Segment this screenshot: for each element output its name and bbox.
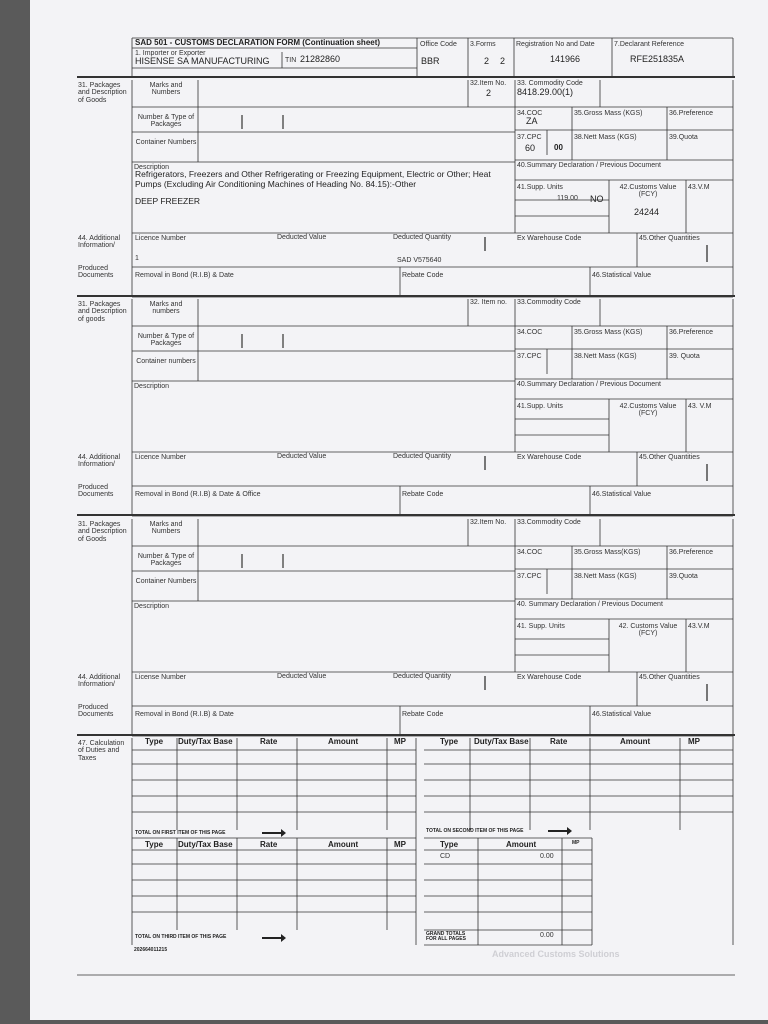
gross-mass-label: 35.Gross Mass (KGS) bbox=[574, 110, 643, 117]
summary-amount-value[interactable]: 0.00 bbox=[540, 853, 554, 860]
number-type-label: Number & Type of Packages bbox=[137, 114, 195, 129]
rebate-code-label: Rebate Code bbox=[402, 272, 444, 279]
marks-label: Marks and Numbers bbox=[149, 521, 183, 536]
item-no-label: 32.Item No. bbox=[470, 519, 507, 526]
produced-documents-label: Produced Documents bbox=[78, 704, 114, 719]
commodity-code-value[interactable]: 8418.29.00(1) bbox=[517, 87, 574, 97]
removal-in-bond-label: Removal in Bond (R.I.B) & Date bbox=[135, 711, 234, 718]
preference-label: 36.Preference bbox=[669, 110, 713, 117]
customs-value-label: 42.Customs Value (FCY) bbox=[619, 184, 677, 199]
duty-type-header-2: Type bbox=[440, 737, 459, 746]
supp-units-label: 41.Supp. Units bbox=[517, 184, 563, 191]
forms-label: 3.Forms bbox=[470, 41, 496, 48]
duty-amount-header-3: Amount bbox=[328, 840, 359, 849]
number-type-label: Number & Type of Packages bbox=[137, 333, 195, 348]
rebate-code-label: Rebate Code bbox=[402, 711, 444, 718]
coc-label: 34.COC bbox=[517, 110, 543, 117]
summary-declaration-label: 40.Summary Declaration / Previous Document bbox=[517, 381, 661, 388]
ex-warehouse-label: Ex Warehouse Code bbox=[517, 674, 582, 681]
deducted-value-label: Deducted Value bbox=[277, 453, 327, 460]
total-first-item-label: TOTAL ON FIRST ITEM OF THIS PAGE bbox=[135, 830, 226, 836]
supp-units-label: 41.Supp. Units bbox=[517, 403, 563, 410]
description-label: Description bbox=[134, 603, 170, 610]
additional-info-label: 44. Additional Information/ bbox=[78, 454, 121, 469]
form-title: SAD 501 - CUSTOMS DECLARATION FORM (Continuation sheet) bbox=[135, 38, 381, 47]
cpc-value-1[interactable]: 60 bbox=[525, 143, 536, 153]
cpc-label: 37.CPC bbox=[517, 134, 542, 141]
summary-declaration-label: 40. Summary Declaration / Previous Document bbox=[517, 601, 663, 608]
rebate-code-label: Rebate Code bbox=[402, 491, 444, 498]
other-quantities-label: 45.Other Quantities bbox=[639, 674, 700, 681]
coc-value[interactable]: ZA bbox=[526, 116, 538, 126]
nett-mass-label: 38.Nett Mass (KGS) bbox=[574, 134, 637, 141]
total-third-item-label: TOTAL ON THIRD ITEM OF THIS PAGE bbox=[135, 934, 227, 940]
duty-base-header-3: Duty/Tax Base bbox=[178, 840, 233, 849]
preference-label: 36.Preference bbox=[669, 329, 713, 336]
packages-label: 31. Packages and Description of Goods bbox=[78, 521, 127, 543]
deducted-value-label: Deducted Value bbox=[277, 673, 327, 680]
container-label: Container Numbers bbox=[135, 578, 197, 585]
gross-mass-label: 35.Gross Mass(KGS) bbox=[574, 549, 641, 556]
removal-in-bond-label: Removal in Bond (R.I.B) & Date bbox=[135, 272, 234, 279]
item-no-label: 32.Item No. bbox=[470, 80, 507, 87]
summary-amount-header: Amount bbox=[506, 840, 537, 849]
description-label: Description bbox=[134, 383, 170, 390]
item-no-value[interactable]: 2 bbox=[486, 88, 492, 98]
deducted-quantity-label: Deducted Quantity bbox=[393, 453, 451, 460]
additional-info-label: 44. Additional Information/ bbox=[78, 235, 121, 250]
declarant-value[interactable]: RFE251835A bbox=[630, 54, 685, 64]
grand-totals-amount[interactable]: 0.00 bbox=[540, 932, 554, 939]
vm-label: 43.V.M bbox=[688, 623, 710, 630]
description-text[interactable]: Refrigerators, Freezers and Other Refrigerating or Freezing Equipment, Electric or Other; Heat Pumps (Excluding Air Conditioning Machines of Heading No. 84.15):-Other bbox=[135, 169, 491, 189]
summary-mp-header: MP bbox=[572, 840, 580, 846]
container-label: Container numbers bbox=[136, 358, 196, 365]
supp-units-unit[interactable]: NO bbox=[590, 194, 604, 204]
statistical-value-label: 46.Statistical Value bbox=[592, 272, 652, 279]
ex-warehouse-label: Ex Warehouse Code bbox=[517, 235, 582, 242]
commodity-code-label: 33. Commodity Code bbox=[517, 80, 583, 87]
customs-value[interactable]: 24244 bbox=[634, 207, 660, 217]
removal-in-bond-label: Removal in Bond (R.I.B) & Date & Office bbox=[135, 491, 261, 498]
grand-totals-label: GRAND TOTALS FOR ALL PAGES bbox=[426, 931, 466, 943]
duties-section-label: 47. Calculation of Duties and Taxes bbox=[78, 740, 125, 762]
cpc-value-2[interactable]: 00 bbox=[554, 143, 563, 152]
cpc-label: 37.CPC bbox=[517, 353, 542, 360]
item-no-label: 32. Item no. bbox=[470, 299, 507, 306]
right-arrow-icon bbox=[262, 832, 282, 834]
right-arrow-icon bbox=[548, 830, 568, 832]
tin-label: TIN bbox=[285, 57, 297, 64]
office-code-label: Office Code bbox=[420, 41, 457, 48]
importer-name[interactable]: HISENSE SA MANUFACTURING bbox=[135, 56, 270, 66]
duty-type-header-3: Type bbox=[145, 840, 164, 849]
statistical-value-label: 46.Statistical Value bbox=[592, 491, 652, 498]
marks-label: Marks and numbers bbox=[149, 301, 183, 316]
duty-base-header: Duty/Tax Base bbox=[178, 737, 233, 746]
nett-mass-label: 38.Nett Mass (KGS) bbox=[574, 573, 637, 580]
supp-units-value[interactable]: 119.00 bbox=[557, 195, 578, 202]
ex-warehouse-label: Ex Warehouse Code bbox=[517, 454, 582, 461]
number-type-label: Number & Type of Packages bbox=[137, 553, 195, 568]
packages-label: 31. Packages and Description of goods bbox=[78, 301, 127, 323]
document-number: 202664011215 bbox=[134, 947, 168, 953]
right-arrow-icon bbox=[262, 937, 282, 939]
quota-label: 39.Quota bbox=[669, 134, 698, 141]
duty-base-header-2: Duty/Tax Base bbox=[474, 737, 529, 746]
quota-label: 39.Quota bbox=[669, 573, 698, 580]
summary-type-header: Type bbox=[440, 840, 459, 849]
vm-label: 43.V.M bbox=[688, 184, 710, 191]
importer-label: 1. Importer or Exporter bbox=[135, 50, 206, 57]
additional-info-label: 44. Additional Information/ bbox=[78, 674, 121, 689]
duty-mp-header-3: MP bbox=[394, 840, 406, 849]
produced-documents-label: Produced Documents bbox=[78, 265, 114, 280]
deducted-quantity-label: Deducted Quantity bbox=[393, 673, 451, 680]
nett-mass-label: 38.Nett Mass (KGS) bbox=[574, 353, 637, 360]
customs-value-label: 42.Customs Value (FCY) bbox=[619, 403, 677, 418]
footer-watermark: Advanced Customs Solutions bbox=[492, 949, 620, 959]
duty-amount-header: Amount bbox=[328, 737, 359, 746]
other-quantities-label: 45.Other Quantities bbox=[639, 454, 700, 461]
gross-mass-label: 35.Gross Mass (KGS) bbox=[574, 329, 643, 336]
office-code-value[interactable]: BBR bbox=[421, 56, 440, 66]
supp-units-label: 41. Supp. Units bbox=[517, 623, 565, 630]
duty-rate-header-2: Rate bbox=[550, 737, 568, 746]
licence-number-label: Licence Number bbox=[135, 235, 186, 242]
coc-label: 34.COC bbox=[517, 549, 543, 556]
preference-label: 36.Preference bbox=[669, 549, 713, 556]
registration-value[interactable]: 141966 bbox=[550, 54, 581, 64]
licence-number-label: License Number bbox=[135, 674, 186, 681]
duty-amount-header-2: Amount bbox=[620, 737, 651, 746]
registration-label: Registration No and Date bbox=[516, 41, 595, 48]
quota-label: 39. Quota bbox=[669, 353, 700, 360]
deducted-quantity-value[interactable]: SAD V575640 bbox=[397, 257, 442, 264]
forms-value-2[interactable]: 2 bbox=[500, 56, 506, 66]
duty-mp-header: MP bbox=[394, 737, 406, 746]
other-quantities-label: 45.Other Quantities bbox=[639, 235, 700, 242]
duty-rate-header: Rate bbox=[260, 737, 278, 746]
declarant-label: 7.Declarant Reference bbox=[614, 41, 685, 48]
commodity-code-label: 33.Commodity Code bbox=[517, 519, 581, 526]
container-label: Container Numbers bbox=[135, 139, 197, 146]
licence-number-value[interactable]: 1 bbox=[135, 255, 139, 262]
coc-label: 34.COC bbox=[517, 329, 543, 336]
marks-label: Marks and Numbers bbox=[149, 82, 183, 97]
description-label: Description bbox=[134, 164, 170, 171]
customs-value-label: 42. Customs Value (FCY) bbox=[618, 623, 678, 638]
deducted-value-label: Deducted Value bbox=[277, 234, 327, 241]
statistical-value-label: 46.Statistical Value bbox=[592, 711, 652, 718]
cpc-label: 37.CPC bbox=[517, 573, 542, 580]
produced-documents-label: Produced Documents bbox=[78, 484, 114, 499]
deducted-quantity-label: Deducted Quantity bbox=[393, 234, 451, 241]
total-second-item-label: TOTAL ON SECOND ITEM OF THIS PAGE bbox=[426, 828, 524, 834]
description-text-2[interactable]: DEEP FREEZER bbox=[135, 196, 201, 206]
forms-value-1[interactable]: 2 bbox=[484, 56, 490, 66]
duty-rate-header-3: Rate bbox=[260, 840, 278, 849]
packages-label: 31. Packages and Description of Goods bbox=[78, 82, 127, 104]
duty-mp-header-2: MP bbox=[688, 737, 700, 746]
summary-declaration-label: 40.Summary Declaration / Previous Document bbox=[517, 162, 661, 169]
duty-type-header: Type bbox=[145, 737, 164, 746]
summary-type-value[interactable]: CD bbox=[440, 853, 451, 860]
tin-value[interactable]: 21282860 bbox=[300, 54, 341, 64]
vm-label: 43. V.M bbox=[688, 403, 712, 410]
commodity-code-label: 33.Commodity Code bbox=[517, 299, 581, 306]
licence-number-label: Licence Number bbox=[135, 454, 186, 461]
